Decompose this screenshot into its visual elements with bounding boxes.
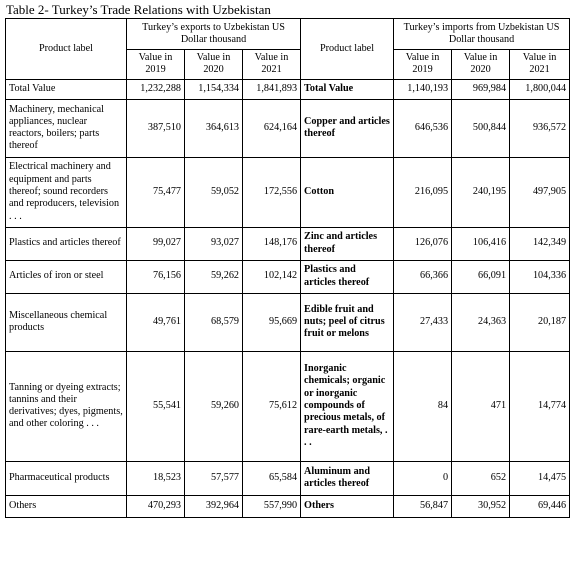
export-value-2020: 59,262 [185,260,243,293]
header-export-year-2021: Value in 2021 [243,50,301,80]
export-value-2020: 1,154,334 [185,79,243,99]
import-value-2021: 20,187 [510,293,570,351]
header-import-year-2019: Value in 2019 [394,50,452,80]
export-value-2019: 387,510 [127,99,185,157]
header-export-year-2019: Value in 2019 [127,50,185,80]
header-imports-group: Turkey’s imports from Uzbekistan US Dollar thousand [394,19,570,50]
import-value-2021: 69,446 [510,495,570,517]
import-value-2020: 66,091 [452,260,510,293]
import-product-label: Zinc and articles thereof [301,227,394,260]
table-wrapper [5,2,569,518]
import-value-2020: 30,952 [452,495,510,517]
header-import-year-2020: Value in 2020 [452,50,510,80]
import-value-2021: 142,349 [510,227,570,260]
table-row [6,293,570,351]
import-value-2021: 1,800,044 [510,79,570,99]
export-value-2021: 1,841,893 [243,79,301,99]
import-value-2019: 126,076 [394,227,452,260]
import-product-label: Plastics and articles thereof [301,260,394,293]
header-product-label-exports: Product label [6,19,127,80]
import-value-2019: 0 [394,461,452,495]
import-value-2019: 84 [394,351,452,461]
table-row [6,260,570,293]
export-value-2021: 95,669 [243,293,301,351]
import-value-2020: 240,195 [452,157,510,227]
import-product-label: Inorganic chemicals; organic or inorganic compounds of precious metals, of rare-earth metals, . . . [301,351,394,461]
export-value-2021: 65,584 [243,461,301,495]
import-value-2020: 500,844 [452,99,510,157]
import-value-2019: 216,095 [394,157,452,227]
export-value-2020: 68,579 [185,293,243,351]
export-product-label: Pharmaceutical products [6,461,127,495]
export-value-2021: 102,142 [243,260,301,293]
export-value-2020: 59,052 [185,157,243,227]
import-value-2021: 936,572 [510,99,570,157]
import-value-2020: 24,363 [452,293,510,351]
export-value-2019: 18,523 [127,461,185,495]
export-product-label: Total Value [6,79,127,99]
import-value-2020: 106,416 [452,227,510,260]
export-product-label: Tanning or dyeing extracts; tannins and their derivatives; dyes, pigments, and other coloring . . . [6,351,127,461]
import-value-2019: 27,433 [394,293,452,351]
export-value-2019: 75,477 [127,157,185,227]
import-value-2019: 66,366 [394,260,452,293]
table-row-others [6,495,570,517]
export-value-2019: 470,293 [127,495,185,517]
table-row [6,461,570,495]
header-row-groups [6,19,570,50]
table-caption: Table 2- Turkey’s Trade Relations with Uzbekistan [6,2,271,17]
import-value-2020: 471 [452,351,510,461]
export-value-2021: 557,990 [243,495,301,517]
export-value-2021: 75,612 [243,351,301,461]
trade-table [5,18,570,518]
export-value-2020: 57,577 [185,461,243,495]
export-value-2021: 624,164 [243,99,301,157]
export-value-2020: 59,260 [185,351,243,461]
table-row [6,227,570,260]
import-product-label: Edible fruit and nuts; peel of citrus fruit or melons [301,293,394,351]
export-value-2020: 93,027 [185,227,243,260]
header-import-year-2021: Value in 2021 [510,50,570,80]
header-exports-group: Turkey’s exports to Uzbekistan US Dollar thousand [127,19,301,50]
table-row [6,351,570,461]
export-value-2019: 49,761 [127,293,185,351]
import-product-label: Others [301,495,394,517]
table-row-total [6,79,570,99]
import-value-2019: 1,140,193 [394,79,452,99]
import-value-2019: 646,536 [394,99,452,157]
export-value-2020: 364,613 [185,99,243,157]
import-value-2021: 14,774 [510,351,570,461]
export-value-2021: 172,556 [243,157,301,227]
import-value-2021: 14,475 [510,461,570,495]
import-value-2020: 652 [452,461,510,495]
export-value-2019: 55,541 [127,351,185,461]
export-value-2019: 76,156 [127,260,185,293]
import-value-2021: 104,336 [510,260,570,293]
export-value-2020: 392,964 [185,495,243,517]
export-product-label: Others [6,495,127,517]
table-row [6,157,570,227]
header-product-label-imports: Product label [301,19,394,80]
table-row [6,99,570,157]
import-value-2021: 497,905 [510,157,570,227]
import-value-2019: 56,847 [394,495,452,517]
import-product-label: Aluminum and articles thereof [301,461,394,495]
import-product-label: Copper and articles thereof [301,99,394,157]
export-product-label: Articles of iron or steel [6,260,127,293]
export-product-label: Machinery, mechanical appliances, nuclear reactors, boilers; parts thereof [6,99,127,157]
header-export-year-2020: Value in 2020 [185,50,243,80]
export-value-2021: 148,176 [243,227,301,260]
export-product-label: Electrical machinery and equipment and parts thereof; sound recorders and reproducers, television . . . [6,157,127,227]
export-value-2019: 99,027 [127,227,185,260]
import-product-label: Cotton [301,157,394,227]
export-product-label: Plastics and articles thereof [6,227,127,260]
export-value-2019: 1,232,288 [127,79,185,99]
import-product-label: Total Value [301,79,394,99]
import-value-2020: 969,984 [452,79,510,99]
export-product-label: Miscellaneous chemical products [6,293,127,351]
